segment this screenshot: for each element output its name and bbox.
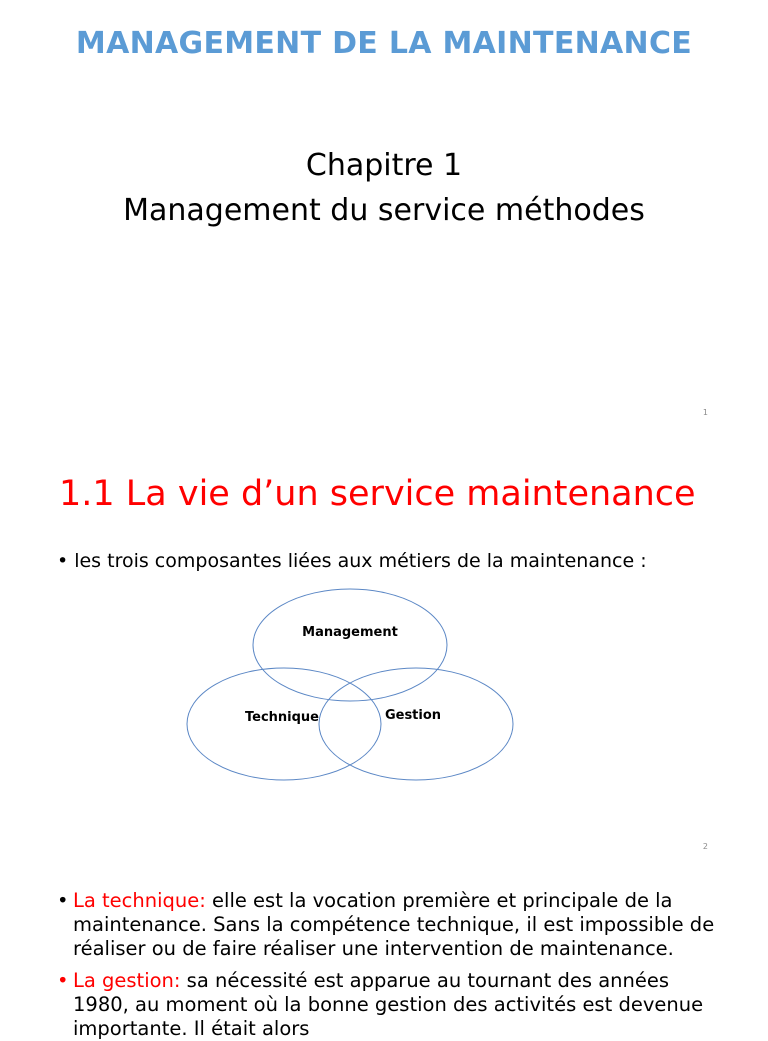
slide-number: 2: [702, 842, 708, 851]
slide-number: 1: [702, 408, 708, 417]
chapter-subtitle: Management du service méthodes: [123, 193, 645, 228]
bullet-dot-icon: •: [57, 969, 69, 992]
bullet-dot-icon: •: [57, 889, 69, 912]
slide-2: [0, 440, 768, 864]
term-gestion: La gestion:: [73, 969, 181, 992]
bullet-paragraph-technique: [57, 889, 717, 961]
venn-label-management: Management: [302, 625, 398, 640]
venn-label-technique: Technique: [244, 710, 320, 725]
venn-label-gestion: Gestion: [384, 708, 442, 723]
chapter-heading: [0, 143, 768, 233]
definition-technique: elle est la vocation première et principale de la maintenance. Sans la compétence technique, il est impossible de réaliser ou de faire réaliser une intervention de maintenance.: [73, 889, 715, 960]
section-title: 1.1 La vie d’un service maintenance: [59, 474, 696, 514]
venn-circle-gestion: [319, 668, 513, 780]
definition-gestion: sa nécessité est apparue au tournant des années 1980, au moment où la bonne gestion des activités est devenue importante. Il était alors: [73, 969, 704, 1040]
chapter-number: Chapitre 1: [305, 148, 463, 183]
venn-circle-management: [253, 589, 447, 701]
bullet-paragraph-gestion: [57, 969, 717, 1041]
bullet-item: [57, 550, 647, 572]
venn-diagram: [180, 585, 520, 785]
bullet-text: les trois composantes liées aux métiers de la maintenance :: [74, 550, 647, 572]
term-technique: La technique:: [73, 889, 206, 912]
bullet-dot-icon: •: [57, 550, 69, 572]
slide-3: [0, 874, 768, 1040]
slide-1: [0, 0, 768, 430]
document-title: MANAGEMENT DE LA MAINTENANCE: [75, 26, 693, 61]
